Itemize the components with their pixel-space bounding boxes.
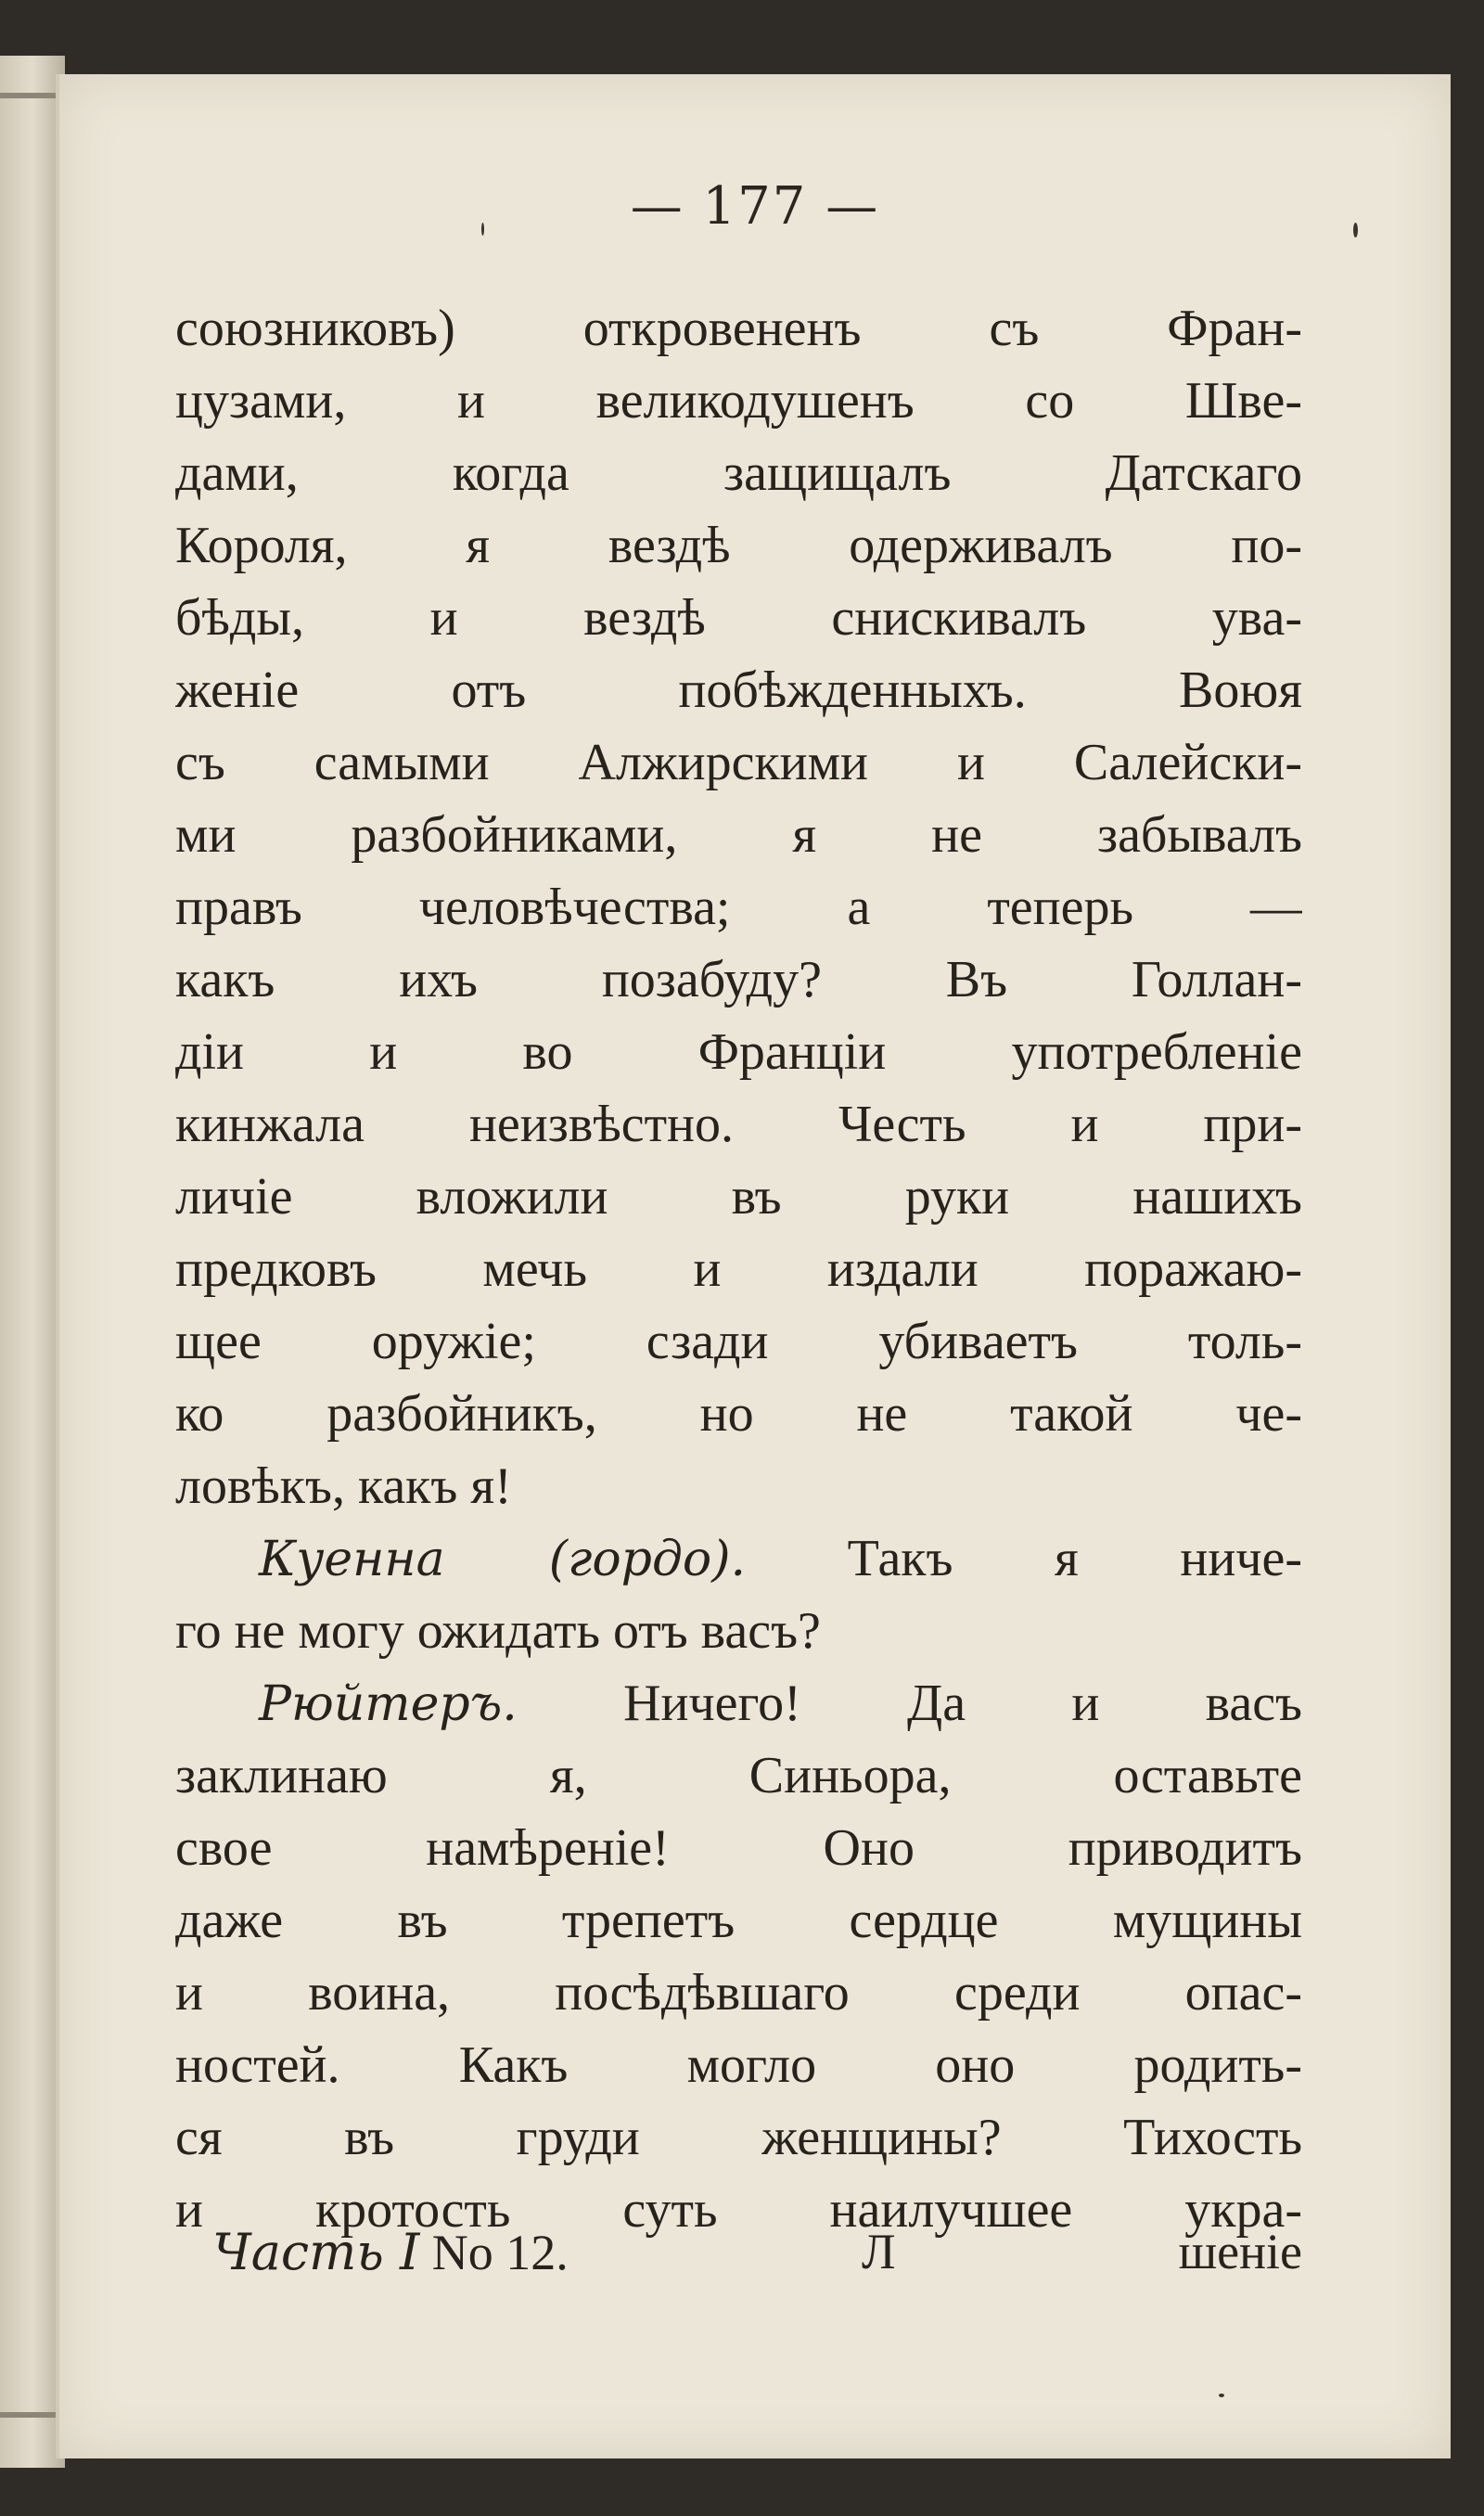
ink-speck [1353,223,1358,237]
text-line: женіе отъ побѣжденныхъ. Воюя [175,661,1302,719]
speaker-name: Рюйтеръ. [259,1676,518,1732]
text-line: съ самыми Алжирскими и Салейски- [175,734,1302,791]
text-line: заклинаю я, Синьора, оставьте [175,1747,1302,1804]
text-line: союзниковъ) откровененъ съ Фран- [175,300,1302,357]
text-line: какъ ихъ позабуду? Въ Голлан- [175,951,1302,1008]
text-line: дами, когда защищалъ Датскаго [175,444,1302,502]
text-line: ся въ груди женщины? Тихость [175,2109,1302,2166]
speaker-name: Куенна (гордо). [259,1532,747,1587]
text-line: правъ человѣчества; а теперь — [175,879,1302,936]
page-text [175,292,1302,2246]
ink-speck [481,223,484,236]
dialogue-text: Такъ я ниче- [847,1530,1302,1587]
text-line: бѣды, и вездѣ снискивалъ ува- [175,589,1302,647]
text-line: ностей. Какъ могло оно родить- [175,2036,1302,2094]
page-number: — 177 — [630,176,880,237]
signature-part: Часть I [212,2223,420,2281]
text-line: кинжала неизвѣстно. Честь и при- [175,1096,1302,1153]
text-line: ми разбойниками, я не забывалъ [175,806,1302,864]
text-line: личіе вложили въ руки нашихъ [175,1168,1302,1226]
text-line: ко разбойникъ, но не такой че- [175,1385,1302,1443]
text-line: ловѣкъ, какъ я! [175,1457,512,1515]
text-line: цузами, и великодушенъ со Шве- [175,372,1302,430]
dialogue-line [175,1667,1302,1739]
book-page [56,74,1451,2458]
ink-speck [1219,2394,1224,2397]
text-line: и кротость суть наилучшее укра- [175,2181,1302,2239]
dialogue-text: Ничего! Да и васъ [623,1675,1302,1732]
text-line: и воина, посѣдѣвшаго среди опас- [175,1964,1302,2022]
text-line: го не могу ожидать отъ васъ? [175,1602,821,1660]
dialogue-line [175,1522,1302,1595]
text-line: Короля, я вездѣ одерживалъ по- [175,517,1302,574]
signature [212,2223,569,2281]
text-line: діи и во Франціи употребленіе [175,1023,1302,1081]
text-line: свое намѣреніе! Оно приводитъ [175,1819,1302,1877]
page-footer [212,2223,1302,2295]
catchword: шеніе [1178,2224,1302,2279]
text-line: даже въ трепетъ сердце мущины [175,1892,1302,1949]
signature-mark: Л [862,2224,896,2279]
text-line: предковъ мечь и издали поражаю- [175,1240,1302,1298]
text-line: щее оружіе; сзади убиваетъ толь- [175,1313,1302,1370]
signature-number: No 12. [431,2225,569,2280]
